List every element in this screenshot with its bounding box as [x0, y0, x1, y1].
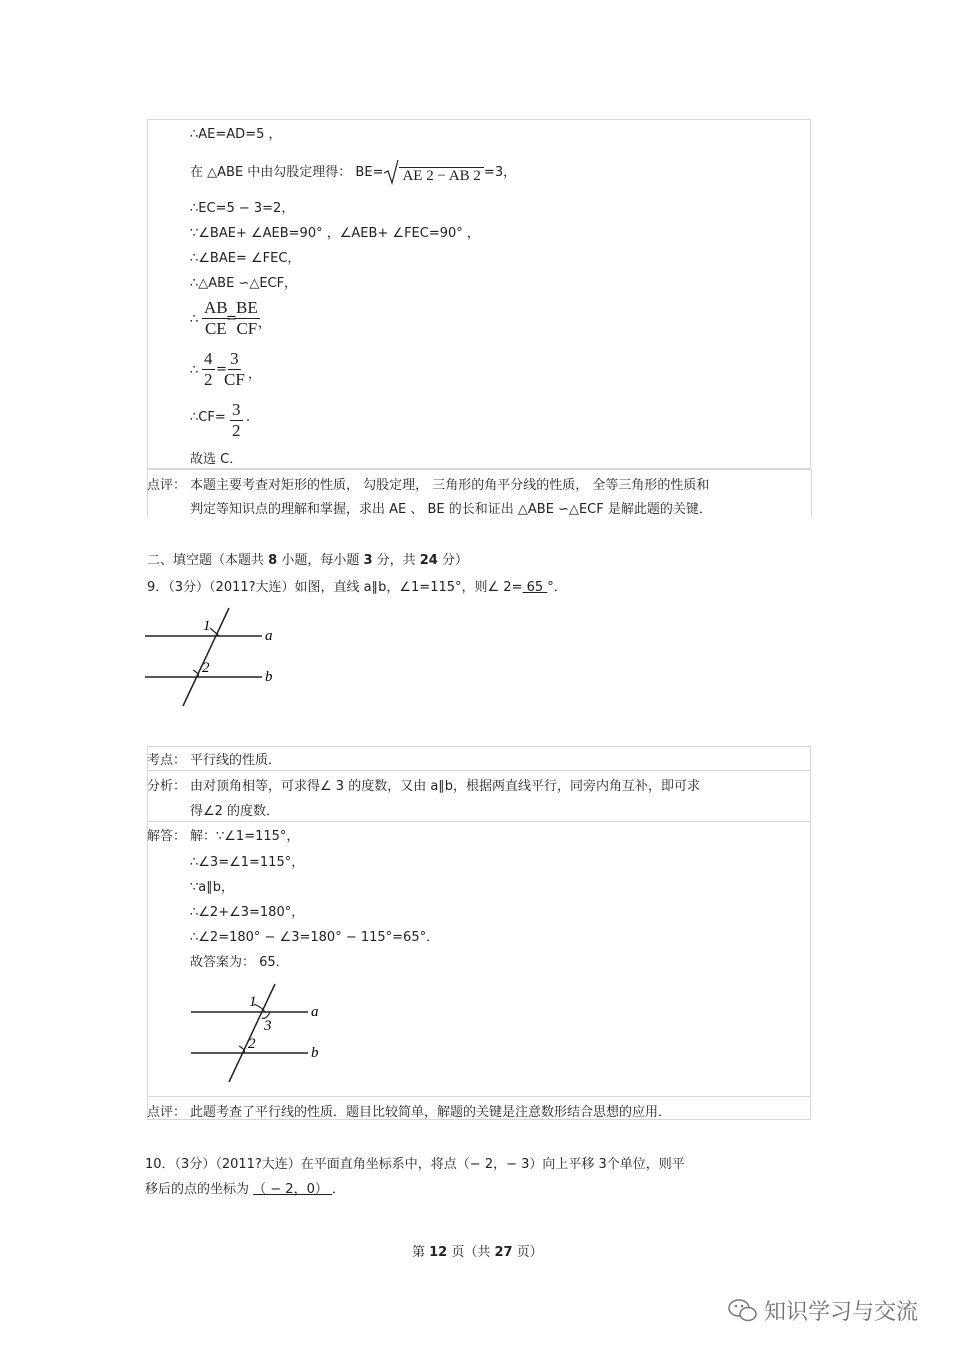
solution-line: ∴EC=5 − 3=2，: [190, 201, 295, 216]
solution-line: ∴∠2+∠3=180°，: [190, 905, 305, 920]
sqrt-radicand: AE 2 − AB 2: [399, 167, 483, 184]
solution-line: 解：∵∠1=115°，: [190, 829, 300, 844]
solution-line: ∵a∥b，: [190, 880, 234, 895]
solution-line: ∴∠3=∠1=115°，: [190, 855, 305, 870]
parallel-lines-figure: [140, 604, 290, 712]
comment-text: 本题主要考查对矩形的性质， 勾股定理， 三角形的角平分线的性质， 全等三角形的性质和: [190, 478, 710, 493]
angle-label: 2: [248, 1036, 256, 1052]
section-title: 二、填空题（本题共 8 小题，每小题 3 分，共 24 分）: [147, 553, 468, 568]
watermark-text: 知识学习与交流: [764, 1300, 919, 1325]
fenxi-text: 由对顶角相等，可求得∠ 3 的度数，又由 a∥b，根据两直线平行，同旁内角互补，即可求: [190, 779, 701, 794]
solution-line: ∴∠BAE= ∠FEC，: [190, 251, 301, 266]
fenxi-label: 分析：: [147, 779, 187, 794]
dianping-text: 此题考查了平行线的性质．题目比较简单，解题的关键是注意数形结合思想的应用．: [190, 1105, 672, 1120]
answer-line: 故选 C．: [190, 452, 243, 467]
fraction: $\frac{BE}{CF}$: [236, 298, 258, 338]
solution-line-pythagoras: 在 △ABE 中由勾股定理得： BE= AE 2 − AB 2 =3，: [190, 155, 516, 181]
fraction: $\frac{AB}{CE}$: [204, 298, 228, 338]
solution-line: ∴AE=AD=5 ，: [190, 127, 282, 142]
fraction: $\frac{3}{CF}$: [224, 349, 245, 389]
angle-label: 3: [264, 1018, 272, 1034]
answer-blank: 65: [522, 580, 548, 595]
dianping-label: 点评：: [147, 1105, 187, 1120]
line-label: a: [311, 1004, 319, 1020]
question-10-line2: 移后的点的坐标为 （ − 2，0） ．: [145, 1182, 345, 1197]
kaodian-label: 考点：: [147, 753, 187, 768]
divider: [147, 770, 811, 771]
angle-label: 1: [249, 994, 257, 1010]
solution-line: ∵∠BAE+ ∠AEB=90° ，∠AEB+ ∠FEC=90° ，: [190, 226, 480, 241]
line-label: b: [311, 1045, 319, 1061]
divider: [147, 821, 811, 822]
wechat-icon: [728, 1298, 758, 1324]
sqrt-sign-icon: [383, 159, 399, 185]
divider: [147, 469, 811, 470]
fraction: $\frac{4}{2}$: [204, 349, 213, 389]
answer-blank: （ − 2，0）: [253, 1182, 332, 1197]
kaodian-text: 平行线的性质．: [190, 753, 282, 768]
solution-line: ∴∠2=180° − ∠3=180° − 115°=65°．: [190, 930, 440, 945]
comment-label: 点评：: [147, 478, 187, 493]
angle-label: 2: [202, 660, 210, 676]
parallel-lines-figure-solution: [186, 980, 336, 1088]
question-10: 10．（3分）（2011?大连）在平面直角坐标系中，将点（− 2，− 3）向上平移 3个单位，则平: [145, 1157, 685, 1172]
solution-line: 故答案为： 65．: [190, 955, 289, 970]
divider: [147, 1096, 811, 1097]
question-9: 9．（3分）（2011?大连）如图，直线 a∥b，∠1=115°，则∠ 2= 65 °．: [147, 580, 567, 595]
jieda-label: 解答：: [147, 829, 187, 844]
divider: [811, 469, 812, 517]
line-label: b: [265, 669, 273, 685]
fenxi-text: 得∠2 的度数．: [190, 804, 280, 819]
page-footer: 第 12 页（共 27 页）: [412, 1245, 543, 1260]
watermark: [728, 1295, 918, 1326]
solution-line: ∴△ABE ∽△ECF，: [190, 276, 298, 291]
fraction: $\frac{3}{2}$: [232, 400, 241, 440]
comment-text: 判定等知识点的理解和掌握，求出 AE 、 BE 的长和证出 △ABE ∽△ECF 是解此题的关键．: [190, 502, 712, 517]
line-label: a: [265, 628, 273, 644]
angle-label: 1: [203, 618, 211, 634]
